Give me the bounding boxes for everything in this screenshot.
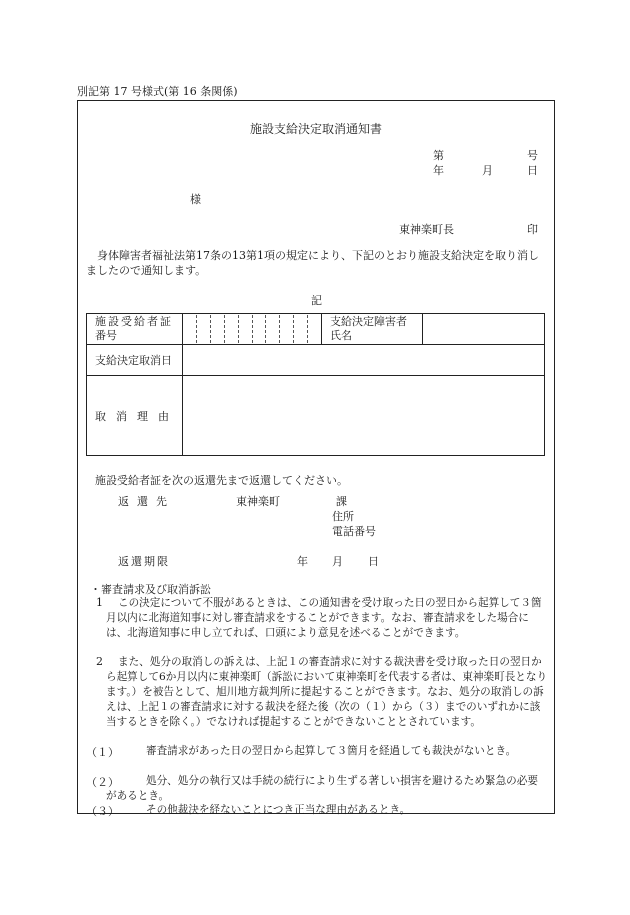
cert-label-line1: 施設受給者証 (95, 315, 173, 328)
document-title: 施設支給決定取消通知書 (250, 122, 383, 136)
certificate-number-label (87, 314, 183, 345)
recipient-label-line1: 支給決定障害者 (330, 315, 407, 328)
appeal-sub3-num: （３） (86, 805, 119, 818)
body-text: 身体障害者福祉法第17条の13第1項の規定により、下記のとおり施設支給決定を取り消しましたので通知します。 (86, 249, 539, 277)
return-deadline-tsuki: 月 (332, 555, 343, 568)
return-deadline-hi: 日 (368, 555, 379, 568)
cancellation-date-label: 支給決定取消日 (87, 345, 183, 376)
cancellation-reason-value (183, 376, 545, 456)
form-header-note: 別記第 17 号様式(第 16 条関係) (77, 85, 238, 98)
appeal-sub1-text: 審査請求があった日の翌日から起算して３箇月を経過しても裁決がないとき。 (146, 745, 517, 757)
return-dest-section: 課 (336, 495, 347, 508)
return-dest-town: 東神楽町 (236, 495, 280, 508)
appeal-sub1-num: （１） (86, 746, 119, 759)
date-nen: 年 (433, 164, 444, 177)
cancellation-date-value (183, 345, 545, 376)
return-instruction: 施設受給者証を次の返還先まで返還してください。 (95, 474, 348, 487)
certificate-number-cells (183, 314, 322, 345)
appeal-heading: ・審査請求及び取消訴訟 (90, 583, 211, 596)
return-deadline-label: 返還期限 (118, 555, 170, 568)
number-dai: 第 (433, 149, 444, 162)
issuer-name: 東神楽町長 (399, 223, 454, 236)
recipient-name-value (423, 314, 545, 345)
appeal-item2-text: また、処分の取消しの訴えは、上記１の審査請求に対する裁決書を受け取った日の翌日から起算して6か月以内に東神楽町（訴訟において東神楽町を代表する者は、東神楽町長となります。）を被告として、旭川地方裁判所に提起することができます。なお、処分の取消しの訴えは、上記１の審査請求に対する裁決を経た後（次の（１）から（３）までのいずれかに該当するときを除く。）でなければ提起することができないこととされています。 (106, 656, 548, 728)
appeal-sub2-num: （２） (86, 776, 119, 789)
appeal-sub3-text: その他裁決を経ないことにつき正当な理由があるとき。 (146, 804, 411, 816)
return-dest-label: 返還先 (118, 495, 175, 508)
appeal-item1-text: この決定について不服があるときは、この通知書を受け取った日の翌日から起算して３箇月以内に北海道知事に対し審査請求をすることができます。なお、審査請求をした場合には、北海道知事に申し立てれば、口頭により意見を述べることができます。 (106, 597, 542, 639)
appeal-item1-num: 1 (96, 596, 103, 609)
date-tsuki: 月 (482, 164, 493, 177)
return-dest-phone: 電話番号 (332, 525, 376, 538)
addressee-suffix: 様 (190, 193, 201, 206)
issuer-seal: 印 (527, 223, 538, 236)
record-table (86, 313, 545, 456)
cancellation-reason-label: 取消理由 (87, 376, 183, 456)
appeal-item2-num: 2 (96, 655, 103, 668)
recipient-label-line2: 氏名 (330, 329, 352, 342)
date-hi: 日 (527, 164, 538, 177)
ki-label: 記 (311, 294, 322, 307)
cert-label-line2: 番号 (95, 329, 117, 342)
appeal-sub2-text: 処分、処分の執行又は手続の続行により生ずる著しい損害を避けるため緊急の必要があるとき。 (106, 775, 538, 802)
return-dest-address: 住所 (332, 510, 354, 523)
return-deadline-nen: 年 (297, 555, 308, 568)
recipient-name-label (322, 314, 423, 345)
number-go: 号 (527, 149, 538, 162)
